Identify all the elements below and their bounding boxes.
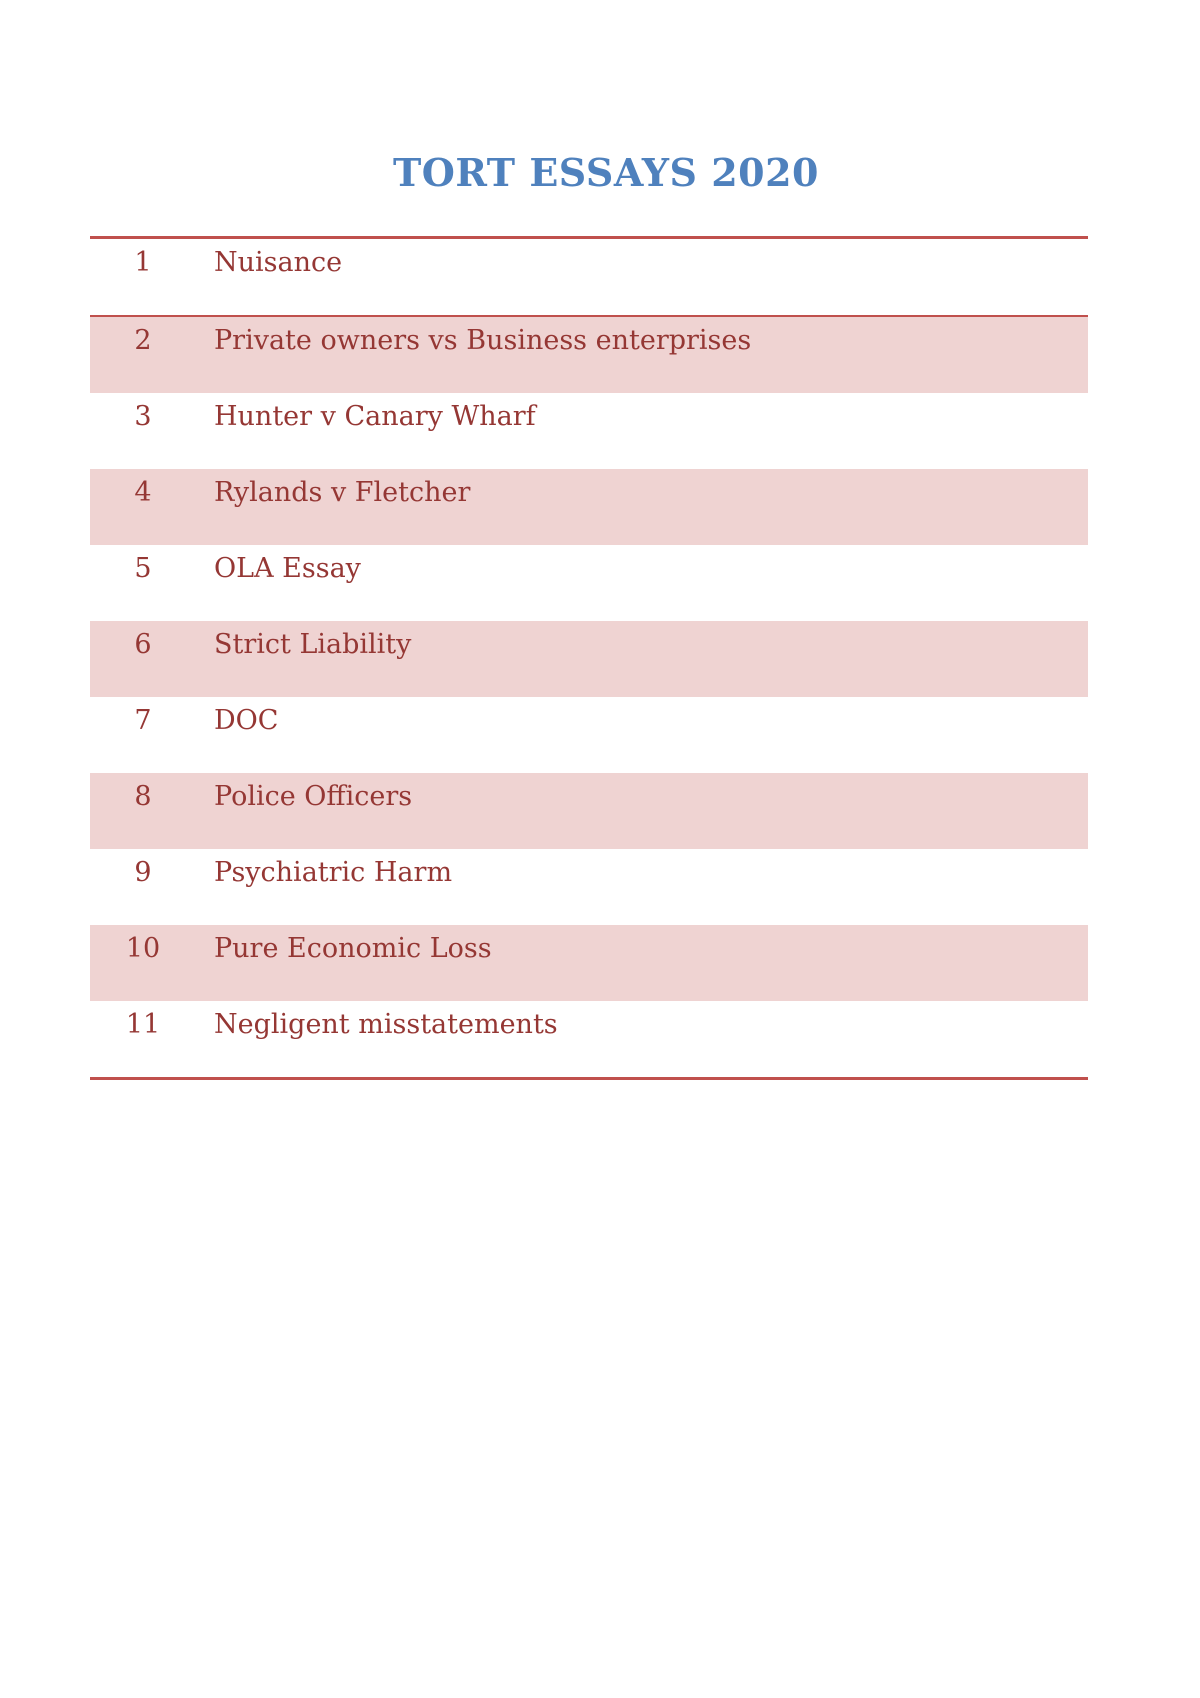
table-row (90, 697, 1088, 773)
table-row (90, 469, 1088, 545)
entry-number: 4 (134, 477, 152, 508)
essay-table (90, 236, 1088, 1080)
entry-label: Rylands v Fletcher (214, 477, 471, 508)
entry-number: 5 (134, 553, 152, 584)
table-row (90, 545, 1088, 621)
table-row (90, 849, 1088, 925)
entry-number: 6 (134, 629, 152, 660)
entry-number: 3 (134, 401, 152, 432)
entry-number: 7 (134, 705, 152, 736)
entry-label: Nuisance (214, 247, 343, 278)
entry-label: Negligent misstatements (214, 1009, 558, 1040)
entry-number: 11 (125, 1009, 161, 1040)
entry-number: 1 (134, 247, 152, 278)
table-row (90, 393, 1088, 469)
table-row (90, 239, 1088, 317)
table-row (90, 925, 1088, 1001)
entry-number: 9 (134, 857, 152, 888)
page-title: TORT ESSAYS 2020 (393, 150, 819, 195)
entry-label: Private owners vs Business enterprises (214, 325, 752, 356)
entry-label: DOC (214, 705, 279, 736)
entry-number: 8 (134, 781, 152, 812)
entry-label: Psychiatric Harm (214, 857, 453, 888)
table-row (90, 773, 1088, 849)
table-row (90, 621, 1088, 697)
table-row (90, 1001, 1088, 1077)
entry-label: OLA Essay (214, 553, 361, 584)
entry-number: 10 (125, 933, 161, 964)
table-row (90, 317, 1088, 393)
entry-number: 2 (134, 325, 152, 356)
entry-label: Strict Liability (214, 629, 412, 660)
entry-label: Pure Economic Loss (214, 933, 492, 964)
entry-label: Police Officers (214, 781, 413, 812)
entry-label: Hunter v Canary Wharf (214, 401, 536, 432)
